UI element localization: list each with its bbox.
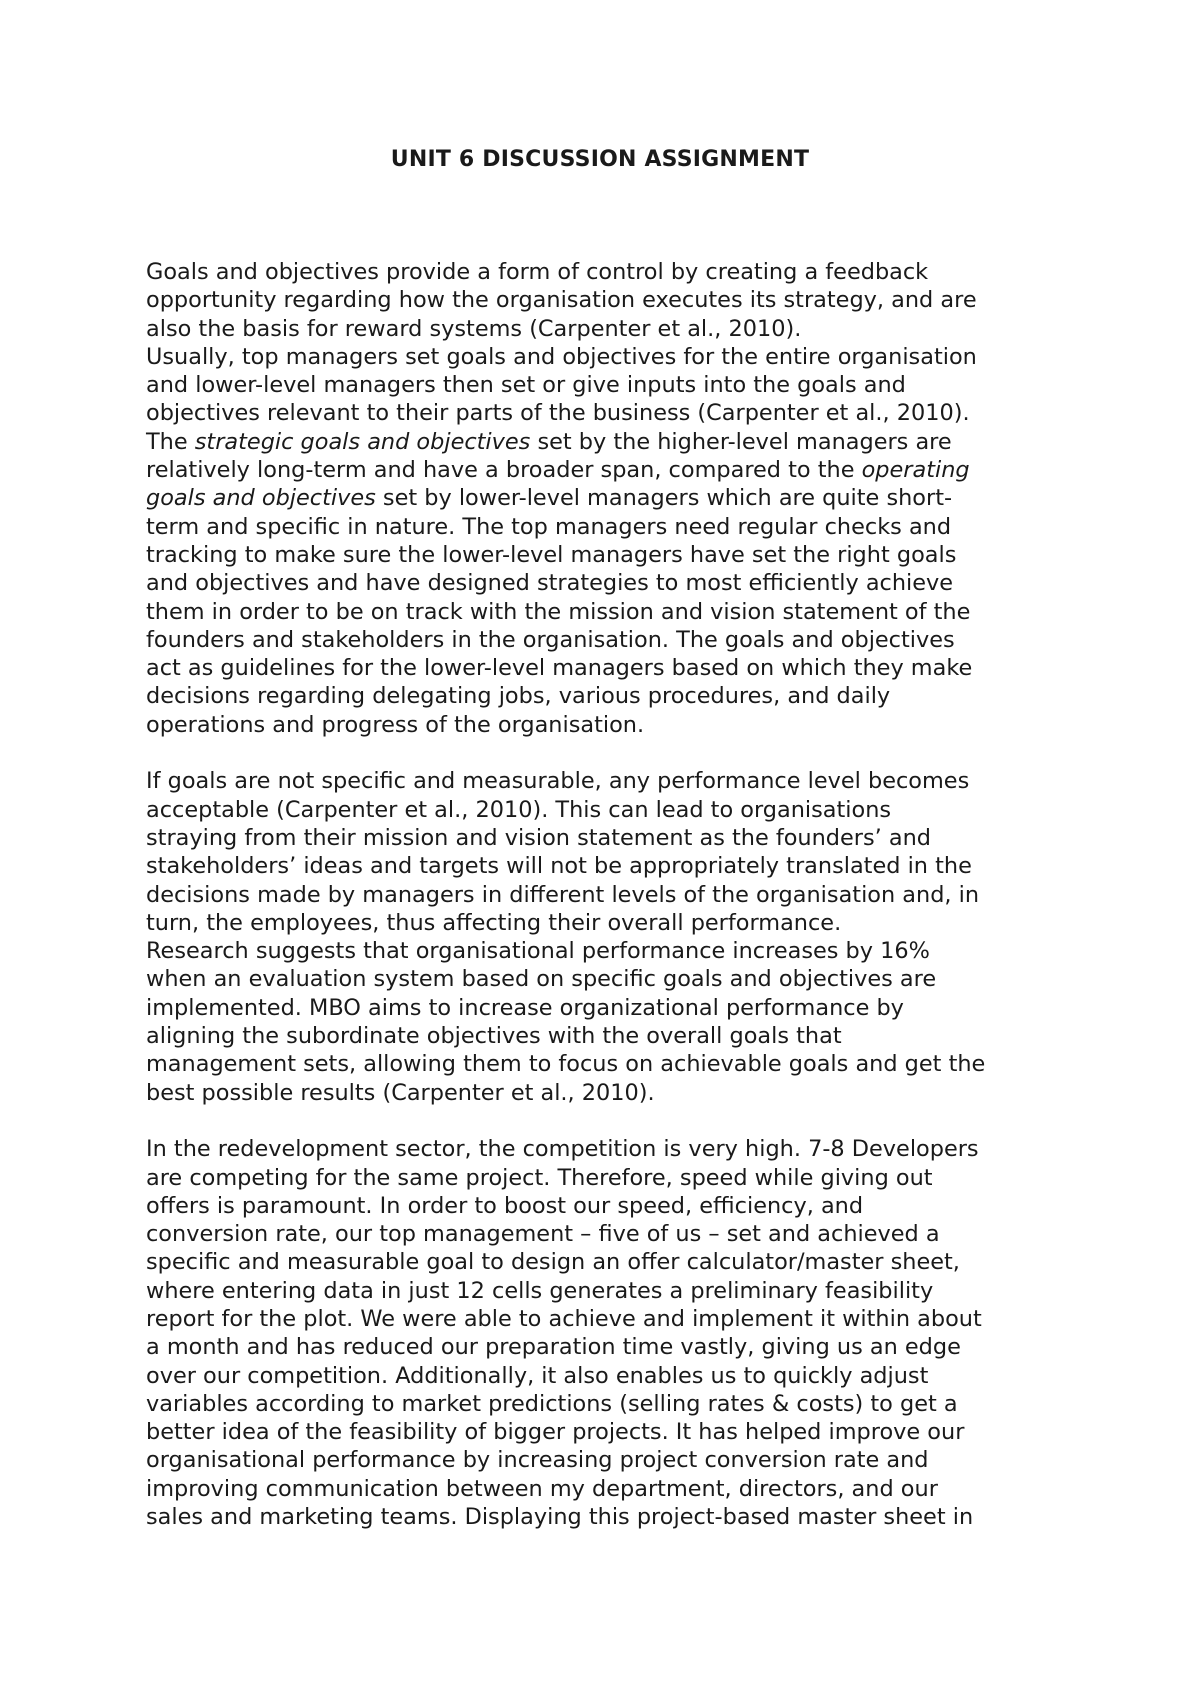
- text-line: stakeholders’ ideas and targets will not be appropriately translated in the: [146, 853, 972, 880]
- text-line: decisions regarding delegating jobs, various procedures, and daily: [146, 683, 891, 710]
- text-line: If goals are not specific and measurable, any performance level becomes: [146, 768, 970, 795]
- text-line: term and specific in nature. The top managers need regular checks and: [146, 513, 952, 540]
- text-line: [146, 456, 1076, 484]
- italic-term: operating: [861, 457, 970, 484]
- paragraph-gap: [146, 1107, 1076, 1135]
- text-segment: The: [146, 428, 195, 455]
- text-line: variables according to market predictions (selling rates & costs) to get a: [146, 1390, 958, 1417]
- text-line: [146, 484, 1076, 512]
- text-line: aligning the subordinate objectives with the overall goals that: [146, 1023, 842, 1050]
- text-line: offers is paramount. In order to boost our speed, efficiency, and: [146, 1192, 864, 1219]
- text-line: founders and stakeholders in the organisation. The goals and objectives: [146, 626, 955, 653]
- text-segment: relatively long-term and have a broader span, compared to the: [146, 457, 862, 484]
- text-line: straying from their mission and vision statement as the founders’ and: [146, 824, 932, 851]
- text-line: tracking to make sure the lower-level managers have set the right goals: [146, 541, 957, 568]
- paragraph-3: [146, 1135, 1076, 1531]
- text-line: are competing for the same project. Therefore, speed while giving out: [146, 1164, 933, 1191]
- text-line: turn, the employees, thus affecting their overall performance.: [146, 909, 842, 936]
- paragraph-gap: [146, 739, 1076, 767]
- text-line: In the redevelopment sector, the competition is very high. 7-8 Developers: [146, 1136, 979, 1163]
- text-line: act as guidelines for the lower-level managers based on which they make: [146, 655, 973, 682]
- text-line: Usually, top managers set goals and objectives for the entire organisation: [146, 343, 977, 370]
- text-line: where entering data in just 12 cells generates a preliminary feasibility: [146, 1277, 934, 1304]
- text-line: specific and measurable goal to design an offer calculator/master sheet,: [146, 1249, 960, 1276]
- italic-term: strategic goals and objectives: [194, 428, 531, 455]
- text-line: sales and marketing teams. Displaying this project-based master sheet in: [146, 1504, 974, 1531]
- text-line: management sets, allowing them to focus on achievable goals and get the: [146, 1051, 986, 1078]
- text-segment: set by lower-level managers which are quite short-: [375, 485, 953, 512]
- paragraph-1: [146, 258, 1076, 739]
- text-line: report for the plot. We were able to achieve and implement it within about: [146, 1305, 982, 1332]
- text-line: [146, 428, 1076, 456]
- text-line: implemented. MBO aims to increase organizational performance by: [146, 994, 904, 1021]
- text-line: and objectives and have designed strategies to most efficiently achieve: [146, 570, 954, 597]
- text-line: and lower-level managers then set or give inputs into the goals and: [146, 372, 906, 399]
- text-line: a month and has reduced our preparation time vastly, giving us an edge: [146, 1334, 961, 1361]
- text-segment: set by the higher-level managers are: [530, 428, 952, 455]
- text-line: them in order to be on track with the mission and vision statement of the: [146, 598, 971, 625]
- text-line: when an evaluation system based on specific goals and objectives are: [146, 966, 937, 993]
- text-line: improving communication between my department, directors, and our: [146, 1475, 938, 1502]
- text-line: operations and progress of the organisation.: [146, 711, 645, 738]
- text-line: acceptable (Carpenter et al., 2010). This can lead to organisations: [146, 796, 892, 823]
- text-line: objectives relevant to their parts of the business (Carpenter et al., 2010).: [146, 400, 970, 427]
- text-line: decisions made by managers in different levels of the organisation and, in: [146, 881, 980, 908]
- text-line: also the basis for reward systems (Carpenter et al., 2010).: [146, 315, 802, 342]
- text-line: Research suggests that organisational performance increases by 16%: [146, 938, 930, 965]
- text-line: organisational performance by increasing project conversion rate and: [146, 1447, 929, 1474]
- text-line: best possible results (Carpenter et al., 2010).: [146, 1079, 655, 1106]
- italic-term: goals and objectives: [146, 485, 376, 512]
- text-line: opportunity regarding how the organisation executes its strategy, and are: [146, 287, 977, 314]
- text-line: Goals and objectives provide a form of control by creating a feedback: [146, 259, 929, 285]
- text-line: conversion rate, our top management – five of us – set and achieved a: [146, 1221, 940, 1248]
- paragraph-2: [146, 767, 1076, 1107]
- document-title: UNIT 6 DISCUSSION ASSIGNMENT: [390, 147, 810, 172]
- text-line: better idea of the feasibility of bigger projects. It has helped improve our: [146, 1419, 965, 1446]
- document-body: [146, 258, 1076, 1531]
- text-line: over our competition. Additionally, it also enables us to quickly adjust: [146, 1362, 929, 1389]
